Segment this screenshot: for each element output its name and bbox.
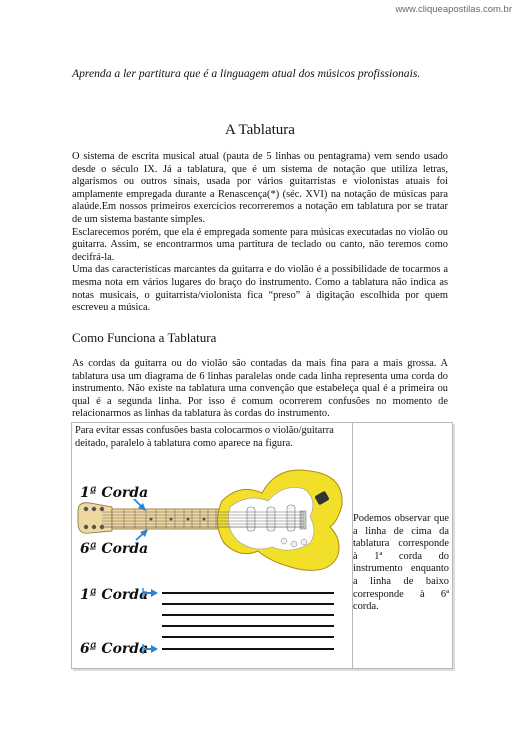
figure-table [71, 422, 453, 669]
tablature-staff [162, 593, 334, 649]
tab-sixth-string-label: 6ª Corda [80, 641, 149, 657]
intro-line: Aprenda a ler partitura que é a linguagem atual dos músicos profissionais. [72, 67, 421, 80]
page-title: A Tablatura [225, 122, 295, 138]
paragraph-history: O sistema de escrita musical atual (pauta de 5 linhas ou pentagrama) vem sendo usado desde o século IX. Já a tablatura, que é um sistema de notação que utiliza letras, algarismos ou outros sinais, usada por vários guitarristas e violonistas atuais foi amplamente empregada durante a Renascença(*) (séc. XVI) na notação de músicas para alaúde.Em nossos primeiros exercícios recorreremos a notação em tablatura por se tratar de um sistema bastante simples. [72, 151, 448, 225]
figure-note: Podemos observar que a linha de cima da tablatura corresponde à 1ª corda do instrumento enquanto a linha de baixo corresponde à 6ª corda. [353, 513, 449, 613]
tab-first-string-label: 1ª Corda [80, 587, 149, 603]
guitar-first-string-label: 1ª Corda [80, 485, 149, 501]
paragraph-characteristics: Uma das características marcantes da guitarra e do violão é a possibilidade de tocarmos a mesma nota em vários lugares do braço do instrumento. Como a tablatura não indica as notas musicais, o guitarrista/violonista fica “preso” à digitação escolhida por quem escreveu a música. [72, 264, 448, 314]
arrow-icon [136, 529, 148, 540]
figure-caption: Para evitar essas confusões basta colocarmos o violão/guitarra deitado, paralelo à tablatura como aparece na figura. [75, 425, 334, 449]
site-url[interactable]: www.cliqueapostilas.com.br [395, 4, 512, 15]
section-how-it-works [72, 358, 448, 421]
paragraph-strings: As cordas da guitarra ou do violão são contadas da mais fina para a mais grossa. A tablatura usa um diagrama de 6 linhas paralelas onde cada linha representa uma corda do instrumento. Não existe na tablatura uma convenção que estabeleça qual é a primeira ou qual é a segunda linha. Por isso é comum ocorrerem confusões no momento de relacionarmos as linhas da tablatura às cordas do instrumento. [72, 358, 448, 420]
paragraph-usage: Esclarecemos porém, que ela é empregada somente para músicas executadas no violão ou guitarra. Assim, se encontrarmos uma partitura de teclado ou canto, não teremos como decifrá-la. [72, 226, 448, 263]
guitar-tablature-figure [72, 423, 352, 668]
guitar-sixth-string-label: 6ª Corda [80, 541, 149, 557]
section-intro-text [72, 151, 448, 315]
section-subtitle: Como Funciona a Tablatura [72, 330, 217, 345]
figure-cell [72, 423, 353, 668]
